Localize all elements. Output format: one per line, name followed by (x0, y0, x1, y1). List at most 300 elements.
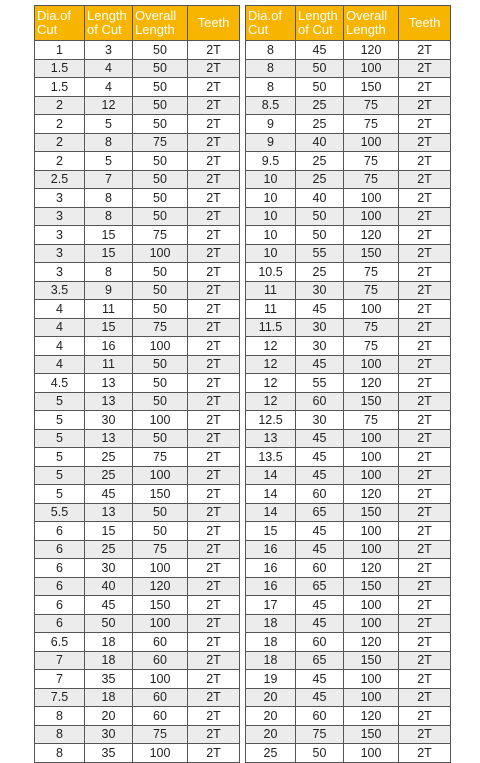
cell-length-of-cut: 9 (85, 281, 133, 300)
spec-table-left (34, 5, 240, 763)
cell-dia-of-cut: 3 (35, 189, 85, 208)
table-row (246, 540, 451, 559)
table-row (35, 133, 240, 152)
cell-length-of-cut: 8 (85, 189, 133, 208)
cell-dia-of-cut: 17 (246, 596, 296, 615)
table-row (35, 614, 240, 633)
cell-teeth: 2T (399, 651, 451, 670)
cell-teeth: 2T (399, 355, 451, 374)
spec-table-right (245, 5, 451, 763)
cell-length-of-cut: 40 (85, 577, 133, 596)
cell-dia-of-cut: 14 (246, 485, 296, 504)
cell-length-of-cut: 65 (296, 503, 344, 522)
table-row (35, 448, 240, 467)
table-row (246, 448, 451, 467)
cell-overall-length: 150 (133, 485, 188, 504)
cell-overall-length: 100 (344, 300, 399, 319)
cell-dia-of-cut: 10 (246, 244, 296, 263)
cell-overall-length: 150 (344, 392, 399, 411)
cell-overall-length: 75 (344, 115, 399, 134)
cell-dia-of-cut: 6 (35, 577, 85, 596)
table-row (246, 411, 451, 430)
cell-length-of-cut: 60 (296, 707, 344, 726)
cell-dia-of-cut: 5 (35, 392, 85, 411)
cell-length-of-cut: 30 (85, 559, 133, 578)
cell-overall-length: 75 (344, 152, 399, 171)
cell-teeth: 2T (399, 559, 451, 578)
cell-length-of-cut: 13 (85, 429, 133, 448)
table-row (35, 707, 240, 726)
cell-length-of-cut: 11 (85, 300, 133, 319)
cell-dia-of-cut: 3.5 (35, 281, 85, 300)
table-row (246, 596, 451, 615)
cell-dia-of-cut: 6 (35, 614, 85, 633)
cell-dia-of-cut: 10 (246, 226, 296, 245)
cell-overall-length: 120 (344, 559, 399, 578)
table-row (35, 318, 240, 337)
cell-dia-of-cut: 4.5 (35, 374, 85, 393)
cell-overall-length: 150 (344, 244, 399, 263)
cell-teeth: 2T (399, 59, 451, 78)
cell-overall-length: 100 (133, 559, 188, 578)
cell-teeth: 2T (188, 522, 240, 541)
cell-length-of-cut: 40 (296, 189, 344, 208)
table-row (246, 226, 451, 245)
cell-teeth: 2T (188, 281, 240, 300)
cell-teeth: 2T (188, 688, 240, 707)
cell-overall-length: 75 (133, 133, 188, 152)
table-row (246, 300, 451, 319)
table-row (35, 96, 240, 115)
cell-overall-length: 60 (133, 688, 188, 707)
cell-teeth: 2T (399, 670, 451, 689)
cell-teeth: 2T (188, 263, 240, 282)
cell-dia-of-cut: 20 (246, 707, 296, 726)
cell-overall-length: 100 (344, 614, 399, 633)
cell-overall-length: 150 (344, 577, 399, 596)
cell-overall-length: 50 (133, 503, 188, 522)
table-row (246, 152, 451, 171)
cell-overall-length: 75 (133, 725, 188, 744)
cell-teeth: 2T (188, 133, 240, 152)
cell-dia-of-cut: 8 (35, 744, 85, 763)
cell-length-of-cut: 25 (296, 115, 344, 134)
table-row (246, 485, 451, 504)
cell-dia-of-cut: 11 (246, 281, 296, 300)
cell-dia-of-cut: 9 (246, 133, 296, 152)
table-row (35, 170, 240, 189)
cell-dia-of-cut: 9.5 (246, 152, 296, 171)
cell-teeth: 2T (399, 725, 451, 744)
table-row (246, 337, 451, 356)
table-row (246, 115, 451, 134)
cell-dia-of-cut: 11 (246, 300, 296, 319)
cell-teeth: 2T (399, 466, 451, 485)
cell-teeth: 2T (188, 744, 240, 763)
header-teeth: Teeth (399, 6, 451, 41)
cell-dia-of-cut: 2 (35, 96, 85, 115)
table-row (246, 688, 451, 707)
cell-dia-of-cut: 20 (246, 725, 296, 744)
cell-dia-of-cut: 13.5 (246, 448, 296, 467)
cell-length-of-cut: 8 (85, 263, 133, 282)
table-row (35, 429, 240, 448)
cell-length-of-cut: 40 (296, 133, 344, 152)
cell-length-of-cut: 8 (85, 133, 133, 152)
cell-length-of-cut: 18 (85, 651, 133, 670)
table-row (246, 41, 451, 60)
cell-dia-of-cut: 1.5 (35, 59, 85, 78)
cell-overall-length: 120 (344, 633, 399, 652)
cell-length-of-cut: 60 (296, 392, 344, 411)
table-row (35, 392, 240, 411)
cell-teeth: 2T (188, 226, 240, 245)
cell-teeth: 2T (399, 189, 451, 208)
cell-dia-of-cut: 13 (246, 429, 296, 448)
cell-overall-length: 100 (344, 133, 399, 152)
cell-dia-of-cut: 14 (246, 503, 296, 522)
cell-length-of-cut: 60 (296, 485, 344, 504)
cell-teeth: 2T (399, 633, 451, 652)
cell-overall-length: 100 (344, 59, 399, 78)
cell-dia-of-cut: 10 (246, 207, 296, 226)
cell-teeth: 2T (188, 41, 240, 60)
table-row (246, 355, 451, 374)
cell-teeth: 2T (188, 244, 240, 263)
cell-length-of-cut: 30 (296, 318, 344, 337)
cell-overall-length: 100 (133, 244, 188, 263)
table-row (246, 503, 451, 522)
cell-length-of-cut: 35 (85, 744, 133, 763)
cell-dia-of-cut: 5 (35, 448, 85, 467)
cell-dia-of-cut: 8 (35, 707, 85, 726)
table-row (246, 374, 451, 393)
cell-teeth: 2T (399, 392, 451, 411)
cell-dia-of-cut: 3 (35, 226, 85, 245)
cell-overall-length: 50 (133, 41, 188, 60)
cell-overall-length: 100 (344, 355, 399, 374)
cell-overall-length: 50 (133, 522, 188, 541)
cell-dia-of-cut: 6.5 (35, 633, 85, 652)
cell-overall-length: 100 (133, 466, 188, 485)
cell-dia-of-cut: 2 (35, 152, 85, 171)
cell-teeth: 2T (399, 577, 451, 596)
table-row (246, 392, 451, 411)
cell-overall-length: 100 (344, 189, 399, 208)
cell-length-of-cut: 25 (85, 448, 133, 467)
cell-dia-of-cut: 14 (246, 466, 296, 485)
cell-teeth: 2T (188, 355, 240, 374)
cell-overall-length: 150 (344, 725, 399, 744)
cell-overall-length: 100 (344, 744, 399, 763)
header-row (35, 6, 240, 41)
cell-overall-length: 120 (344, 226, 399, 245)
cell-teeth: 2T (399, 78, 451, 97)
cell-length-of-cut: 18 (85, 688, 133, 707)
cell-length-of-cut: 30 (85, 725, 133, 744)
cell-dia-of-cut: 6 (35, 559, 85, 578)
cell-teeth: 2T (399, 263, 451, 282)
table-row (35, 115, 240, 134)
cell-overall-length: 150 (344, 503, 399, 522)
cell-length-of-cut: 45 (296, 540, 344, 559)
table-row (246, 707, 451, 726)
cell-dia-of-cut: 5 (35, 429, 85, 448)
cell-dia-of-cut: 8 (35, 725, 85, 744)
cell-dia-of-cut: 2 (35, 133, 85, 152)
cell-overall-length: 100 (133, 337, 188, 356)
cell-teeth: 2T (399, 115, 451, 134)
cell-length-of-cut: 15 (85, 244, 133, 263)
table-row (35, 503, 240, 522)
cell-length-of-cut: 45 (296, 670, 344, 689)
cell-length-of-cut: 15 (85, 522, 133, 541)
cell-dia-of-cut: 18 (246, 651, 296, 670)
table-row (35, 189, 240, 208)
cell-overall-length: 150 (344, 651, 399, 670)
table-body (246, 41, 451, 763)
cell-overall-length: 100 (344, 429, 399, 448)
table-row (35, 577, 240, 596)
table-row (35, 522, 240, 541)
cell-overall-length: 50 (133, 300, 188, 319)
header-row (246, 6, 451, 41)
cell-length-of-cut: 35 (85, 670, 133, 689)
cell-length-of-cut: 8 (85, 207, 133, 226)
table-row (246, 170, 451, 189)
table-row (35, 596, 240, 615)
cell-dia-of-cut: 16 (246, 577, 296, 596)
cell-dia-of-cut: 1 (35, 41, 85, 60)
cell-length-of-cut: 50 (296, 78, 344, 97)
cell-overall-length: 50 (133, 263, 188, 282)
cell-teeth: 2T (188, 485, 240, 504)
cell-teeth: 2T (188, 633, 240, 652)
table-row (246, 670, 451, 689)
table-row (246, 651, 451, 670)
cell-length-of-cut: 30 (296, 411, 344, 430)
cell-dia-of-cut: 12 (246, 337, 296, 356)
header-teeth: Teeth (188, 6, 240, 41)
cell-teeth: 2T (399, 688, 451, 707)
table-row (35, 300, 240, 319)
cell-length-of-cut: 55 (296, 374, 344, 393)
cell-dia-of-cut: 3 (35, 207, 85, 226)
table-row (35, 688, 240, 707)
cell-length-of-cut: 25 (296, 96, 344, 115)
table-row (35, 540, 240, 559)
cell-length-of-cut: 25 (296, 263, 344, 282)
cell-teeth: 2T (399, 318, 451, 337)
cell-teeth: 2T (399, 244, 451, 263)
cell-dia-of-cut: 15 (246, 522, 296, 541)
cell-teeth: 2T (188, 300, 240, 319)
cell-dia-of-cut: 12.5 (246, 411, 296, 430)
cell-teeth: 2T (188, 614, 240, 633)
cell-teeth: 2T (188, 115, 240, 134)
cell-dia-of-cut: 8 (246, 59, 296, 78)
cell-length-of-cut: 50 (296, 744, 344, 763)
table-row (35, 374, 240, 393)
cell-overall-length: 50 (133, 429, 188, 448)
cell-dia-of-cut: 10 (246, 189, 296, 208)
cell-teeth: 2T (399, 485, 451, 504)
cell-teeth: 2T (399, 596, 451, 615)
cell-teeth: 2T (399, 337, 451, 356)
cell-overall-length: 100 (344, 466, 399, 485)
cell-dia-of-cut: 12 (246, 355, 296, 374)
cell-overall-length: 120 (344, 41, 399, 60)
cell-teeth: 2T (399, 170, 451, 189)
cell-overall-length: 50 (133, 170, 188, 189)
cell-overall-length: 50 (133, 355, 188, 374)
table-row (246, 522, 451, 541)
cell-overall-length: 120 (344, 374, 399, 393)
cell-overall-length: 100 (344, 670, 399, 689)
cell-overall-length: 75 (344, 96, 399, 115)
cell-teeth: 2T (188, 189, 240, 208)
cell-overall-length: 150 (344, 78, 399, 97)
cell-dia-of-cut: 12 (246, 392, 296, 411)
cell-overall-length: 75 (344, 318, 399, 337)
cell-length-of-cut: 15 (85, 226, 133, 245)
cell-dia-of-cut: 6 (35, 540, 85, 559)
cell-dia-of-cut: 5 (35, 411, 85, 430)
cell-overall-length: 75 (133, 318, 188, 337)
cell-overall-length: 50 (133, 374, 188, 393)
cell-dia-of-cut: 5 (35, 485, 85, 504)
cell-length-of-cut: 3 (85, 41, 133, 60)
cell-teeth: 2T (188, 374, 240, 393)
table-row (246, 577, 451, 596)
table-row (35, 355, 240, 374)
table-row (35, 559, 240, 578)
cell-overall-length: 50 (133, 189, 188, 208)
cell-overall-length: 75 (133, 540, 188, 559)
cell-overall-length: 75 (344, 337, 399, 356)
table-row (35, 485, 240, 504)
cell-overall-length: 100 (133, 670, 188, 689)
cell-length-of-cut: 30 (296, 337, 344, 356)
cell-length-of-cut: 45 (296, 429, 344, 448)
cell-length-of-cut: 25 (296, 152, 344, 171)
cell-teeth: 2T (399, 300, 451, 319)
cell-dia-of-cut: 10 (246, 170, 296, 189)
cell-teeth: 2T (399, 281, 451, 300)
cell-dia-of-cut: 20 (246, 688, 296, 707)
cell-overall-length: 75 (344, 170, 399, 189)
cell-length-of-cut: 45 (296, 688, 344, 707)
cell-dia-of-cut: 7 (35, 670, 85, 689)
cell-overall-length: 75 (344, 411, 399, 430)
cell-overall-length: 100 (344, 448, 399, 467)
cell-teeth: 2T (188, 78, 240, 97)
cell-overall-length: 100 (344, 207, 399, 226)
cell-teeth: 2T (399, 133, 451, 152)
cell-length-of-cut: 45 (296, 522, 344, 541)
cell-length-of-cut: 45 (296, 41, 344, 60)
table-row (35, 281, 240, 300)
cell-dia-of-cut: 9 (246, 115, 296, 134)
cell-overall-length: 50 (133, 115, 188, 134)
cell-teeth: 2T (188, 59, 240, 78)
cell-dia-of-cut: 4 (35, 300, 85, 319)
table-row (246, 78, 451, 97)
table-row (35, 411, 240, 430)
cell-length-of-cut: 18 (85, 633, 133, 652)
table-row (35, 207, 240, 226)
cell-dia-of-cut: 10.5 (246, 263, 296, 282)
cell-length-of-cut: 50 (296, 59, 344, 78)
cell-length-of-cut: 30 (85, 411, 133, 430)
cell-teeth: 2T (188, 577, 240, 596)
cell-length-of-cut: 50 (296, 226, 344, 245)
table-row (35, 59, 240, 78)
cell-overall-length: 50 (133, 78, 188, 97)
header-overall-length: Overall Length (344, 6, 399, 41)
cell-teeth: 2T (188, 707, 240, 726)
table-row (35, 41, 240, 60)
cell-length-of-cut: 30 (296, 281, 344, 300)
table-row (246, 59, 451, 78)
cell-length-of-cut: 4 (85, 78, 133, 97)
cell-overall-length: 150 (133, 596, 188, 615)
table-row (35, 670, 240, 689)
table-row (246, 725, 451, 744)
cell-teeth: 2T (188, 337, 240, 356)
cell-length-of-cut: 45 (85, 596, 133, 615)
table-row (246, 207, 451, 226)
table-row (246, 429, 451, 448)
cell-overall-length: 50 (133, 392, 188, 411)
cell-overall-length: 100 (344, 522, 399, 541)
cell-length-of-cut: 75 (296, 725, 344, 744)
cell-teeth: 2T (188, 503, 240, 522)
cell-teeth: 2T (399, 503, 451, 522)
cell-length-of-cut: 7 (85, 170, 133, 189)
cell-teeth: 2T (399, 374, 451, 393)
cell-teeth: 2T (188, 670, 240, 689)
cell-overall-length: 100 (133, 411, 188, 430)
cell-dia-of-cut: 8.5 (246, 96, 296, 115)
cell-teeth: 2T (188, 466, 240, 485)
table-row (35, 633, 240, 652)
cell-teeth: 2T (399, 152, 451, 171)
cell-length-of-cut: 20 (85, 707, 133, 726)
cell-length-of-cut: 45 (296, 614, 344, 633)
cell-teeth: 2T (188, 411, 240, 430)
cell-teeth: 2T (399, 429, 451, 448)
cell-length-of-cut: 55 (296, 244, 344, 263)
cell-teeth: 2T (399, 707, 451, 726)
cell-length-of-cut: 13 (85, 374, 133, 393)
cell-length-of-cut: 45 (296, 466, 344, 485)
table-row (246, 559, 451, 578)
header-overall-length: Overall Length (133, 6, 188, 41)
cell-dia-of-cut: 18 (246, 633, 296, 652)
cell-dia-of-cut: 7 (35, 651, 85, 670)
cell-length-of-cut: 5 (85, 152, 133, 171)
cell-dia-of-cut: 6 (35, 522, 85, 541)
cell-length-of-cut: 4 (85, 59, 133, 78)
cell-length-of-cut: 11 (85, 355, 133, 374)
cell-length-of-cut: 13 (85, 503, 133, 522)
cell-dia-of-cut: 18 (246, 614, 296, 633)
cell-overall-length: 100 (344, 688, 399, 707)
table-row (246, 96, 451, 115)
cell-length-of-cut: 50 (296, 207, 344, 226)
cell-dia-of-cut: 1.5 (35, 78, 85, 97)
